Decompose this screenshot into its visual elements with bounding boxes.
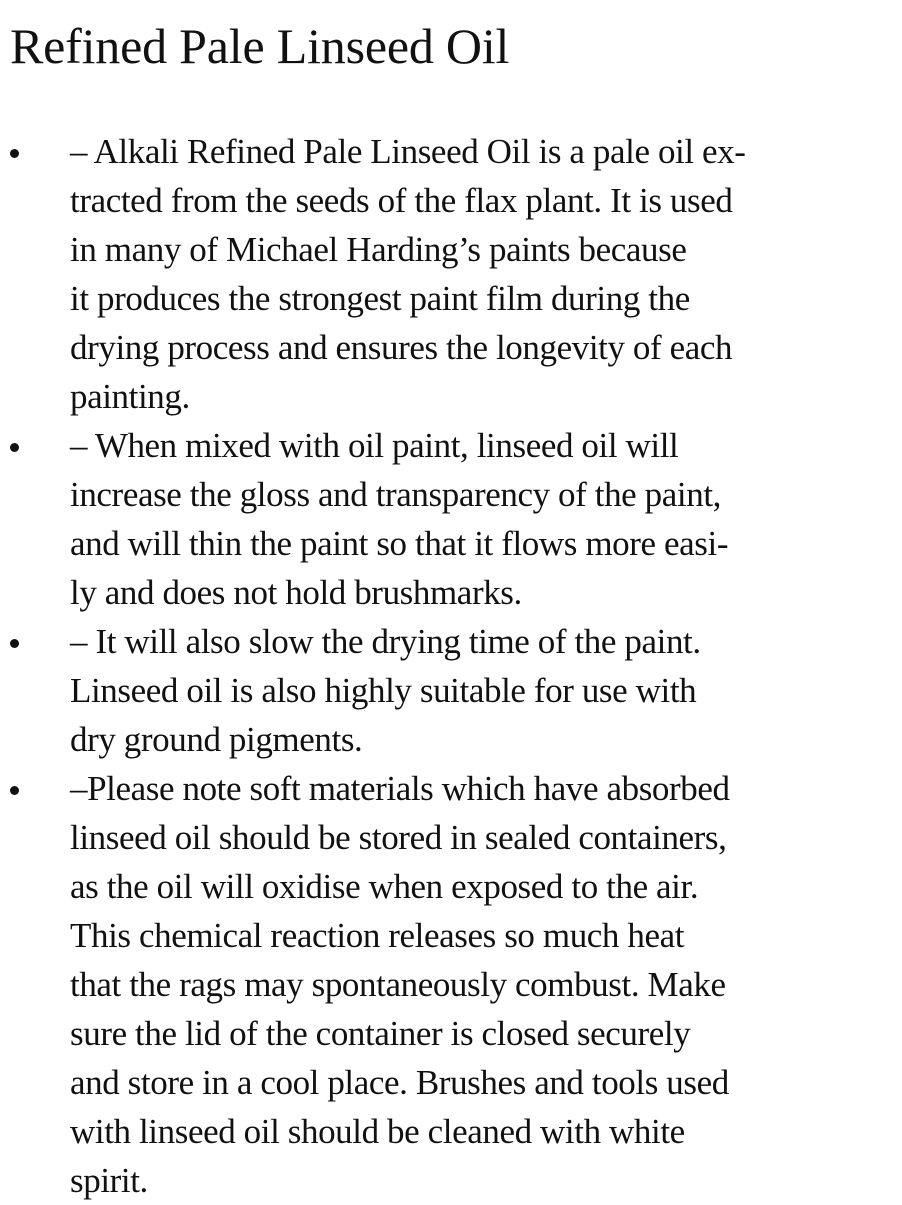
text-line: tracted from the seeds of the flax plant. It is used (70, 181, 733, 220)
text-line: spirit. (70, 1161, 148, 1200)
list-item-drying-time (0, 617, 902, 764)
text-line: – Alkali Refined Pale Linseed Oil is a pale oil ex- (70, 132, 746, 171)
text-line: it produces the strongest paint film during the (70, 279, 690, 318)
text-line: painting. (70, 377, 190, 416)
text-line: This chemical reaction releases so much heat (70, 916, 685, 955)
text-line: linseed oil should be stored in sealed containers, (70, 818, 727, 857)
text-line: Linseed oil is also highly suitable for use with (70, 671, 697, 710)
bullet-dot-icon (10, 786, 19, 795)
text-line: that the rags may spontaneously combust. Make (70, 965, 726, 1004)
bullet-dot-icon (10, 639, 19, 648)
text-line: and store in a cool place. Brushes and tools used (70, 1063, 729, 1102)
text-line: – When mixed with oil paint, linseed oil will (70, 426, 679, 465)
text-line: increase the gloss and transparency of the paint, (70, 475, 721, 514)
text-line: as the oil will oxidise when exposed to the air. (70, 867, 699, 906)
text-line: and will thin the paint so that it flows more easi- (70, 524, 729, 563)
text-line: drying process and ensures the longevity of each (70, 328, 733, 367)
page-title: Refined Pale Linseed Oil (10, 18, 510, 74)
bullet-list (0, 127, 902, 1205)
text-line: –Please note soft materials which have absorbed (70, 769, 730, 808)
list-item-safety-note (0, 764, 902, 1205)
text-line: sure the lid of the container is closed securely (70, 1014, 691, 1053)
bullet-dot-icon (10, 149, 19, 158)
text-line: in many of Michael Harding’s paints because (70, 230, 687, 269)
list-item-alkali-refined (0, 127, 902, 421)
bullet-dot-icon (10, 443, 19, 452)
list-item-mixing (0, 421, 902, 617)
text-line: with linseed oil should be cleaned with white (70, 1112, 685, 1151)
text-line: dry ground pigments. (70, 720, 363, 759)
text-line: ly and does not hold brushmarks. (70, 573, 522, 612)
text-line: – It will also slow the drying time of the paint. (70, 622, 701, 661)
